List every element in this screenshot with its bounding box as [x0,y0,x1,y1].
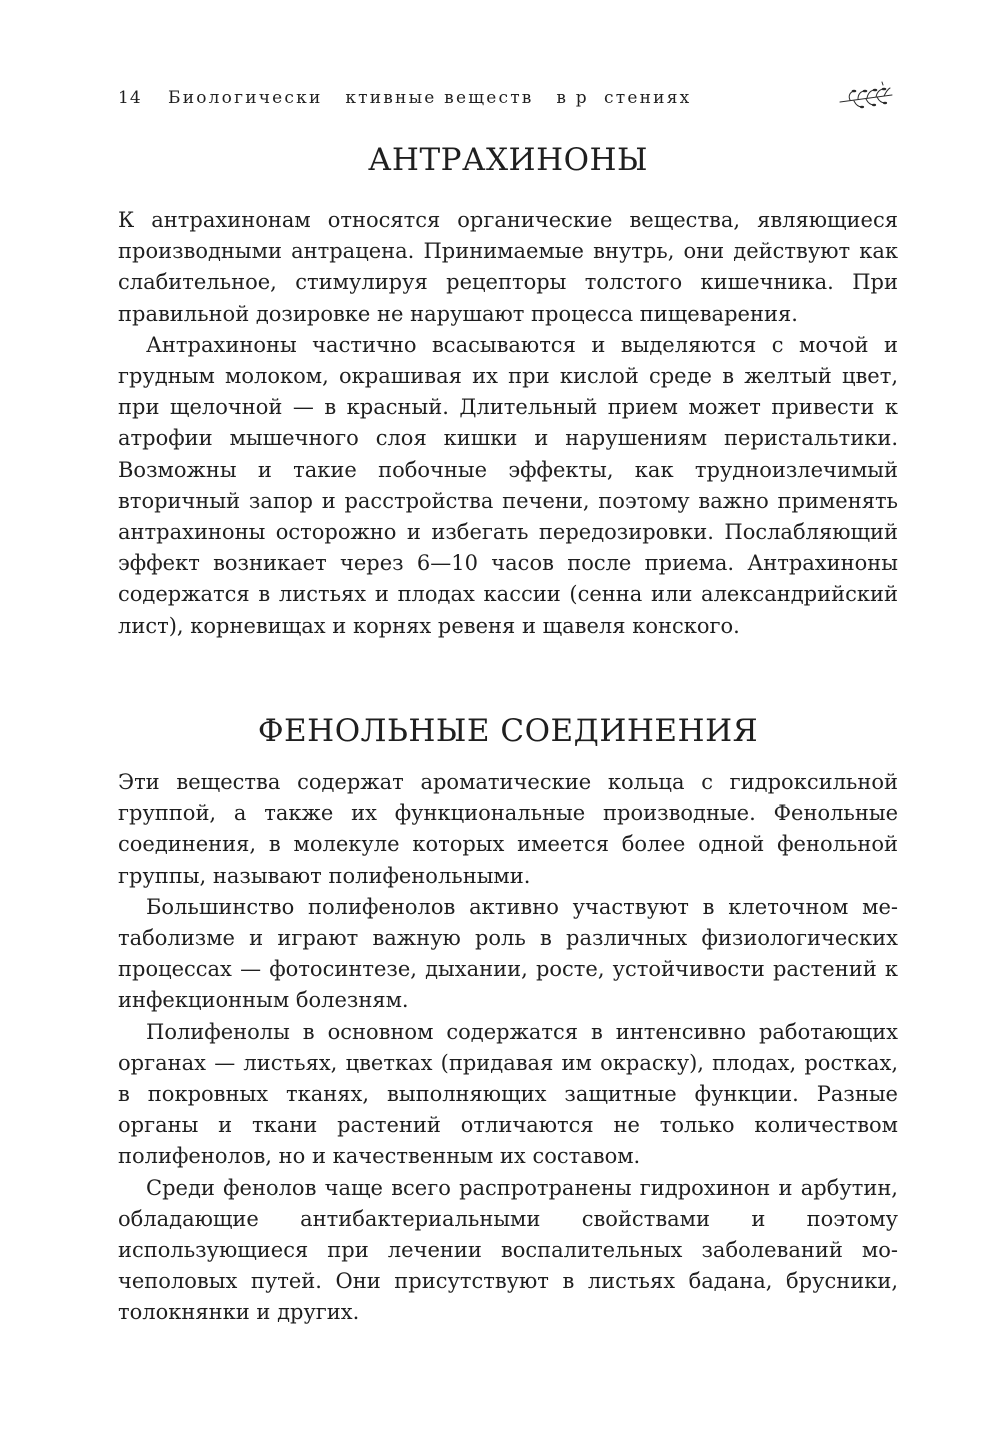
section-title-phenolic-compounds: ФЕНОЛЬНЫЕ СОЕДИНЕНИЯ [257,713,759,749]
paragraph: Антрахиноны частично всасываются и выделяются с мочой и грудным молоком, окрашивая их при кислой среде в желтый цвет, при щелочной — в красный. Длительный прием может привести к атрофии мышечного слоя кишки и нарушениям перистальтики. Возможны и такие побочные эффекты, как трудноизлечимый вторичный запор и расстройства печени, поэтому важно применять антрахиноны осторожно и избегать передозировки. Послабляющий эффект возникает через 6—10 часов после приема. Антрахиноны содержатся в листьях и плодах кассии (сенна или александрийский лист), корневищах и корнях ревеня и щавеля конского. [118,332,898,638]
section-phenolic-compounds [118,767,898,1329]
paragraph: Большинство полифенолов активно участвуют в клеточном метаболизме и играют важную роль в различных физиологических процессах — фотосинтезе, дыхании, росте, устойчивости растений к инфекционным болезням. [118,894,898,1013]
page-number: 14 [118,88,142,108]
paragraph: Эти вещества содержат ароматические кольца с гидроксильной группой, а также их функциональные производные. Фенольные соединения, в молекуле которых имеется более одной фенольной группы, называют полифенольными. [118,770,898,888]
paragraph: К антрахинонам относятся органические вещества, являющиеся производными антрацена. Принимаемые внутрь, они действуют как слабительное, стимулируя рецепторы толстого кишечника. При правильной дозировке не нарушают процесса пищеварения. [118,208,898,326]
paragraph: Полифенолы в основном содержатся в интенсивно работающих органах — листьях, цветках (придавая им окраску), плодах, ростках, в покровных тканях, выполняющих защитные функции. Разные органы и ткани растений отличаются не только количеством полифенолов, но и качественным их составом. [118,1019,898,1169]
running-head [118,88,898,118]
running-title: Биологически ктивные веществ в р стениях [168,88,692,108]
leafy-branch-icon [836,80,896,116]
section-anthraquinones [118,205,898,642]
paragraph: Среди фенолов чаще всего распротранены гидрохинон и арбутин, обладающие антибактериальными свойствами и поэтому использующиеся при лечении воспалительных заболеваний мочеполовых путей. Они присутствуют в листьях бадана, брусники, толокнянки и других. [118,1175,898,1325]
section-title-anthraquinones: АНТРАХИНОНЫ [367,142,649,178]
